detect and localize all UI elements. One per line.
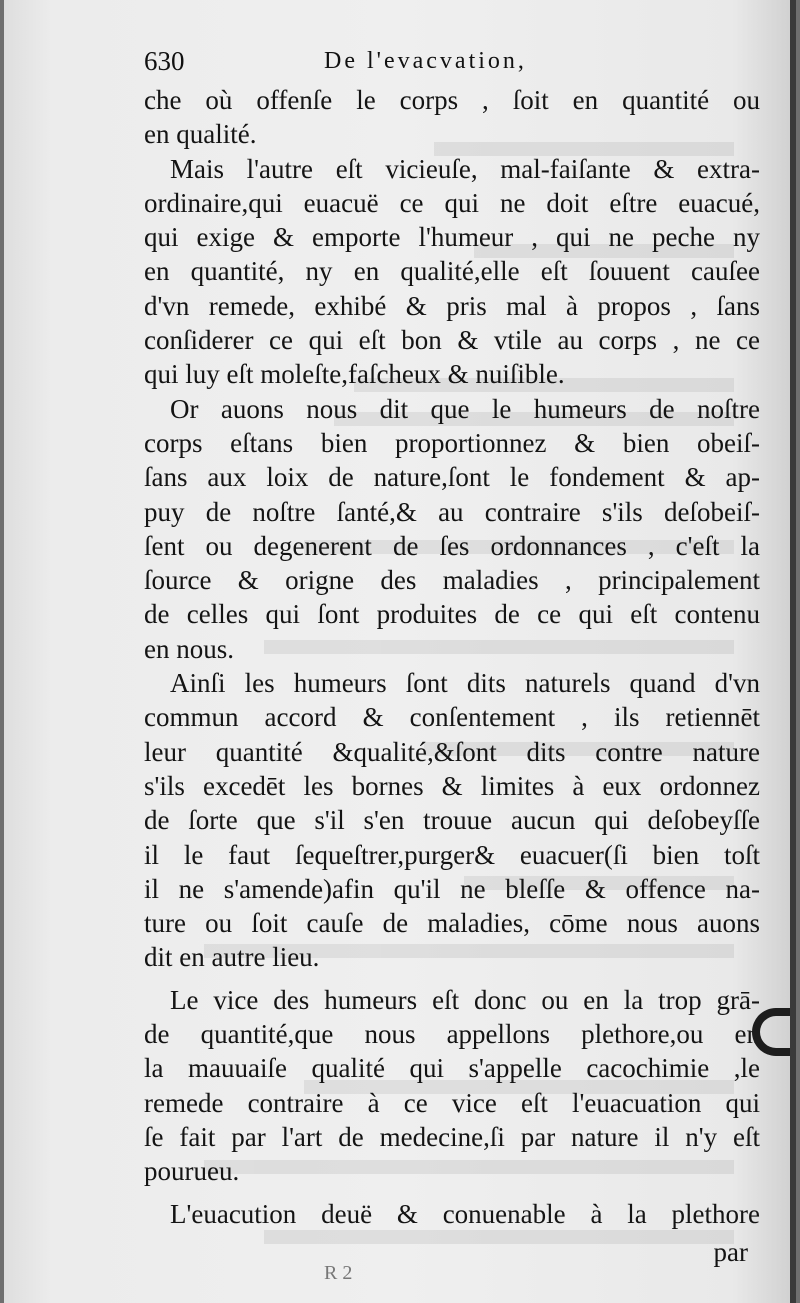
- text-line: conſiderer ce qui eſt bon & vtile au corps , ne ce: [144, 325, 760, 356]
- text-line: il ne s'amende)afin qu'il ne bleſſe & offence na-: [144, 873, 760, 904]
- text-line: ture ou ſoit cauſe de maladies, cōme nous auons: [144, 908, 760, 939]
- text-line: en nous.: [144, 633, 234, 664]
- text-line: d'vn remede, exhibé & pris mal à propos , ſans: [144, 290, 760, 321]
- text-line: ordinaire,qui euacuë ce qui ne doit eſtre euacué,: [144, 187, 760, 218]
- text-line: qui exige & emporte l'humeur , qui ne peche ny: [144, 222, 760, 253]
- running-title: De l'evacvation,: [324, 48, 527, 74]
- text-line: ſans aux loix de nature,ſont le fondement & ap-: [144, 462, 760, 493]
- text-line: s'ils excedēt les bornes & limites à eux ordonnez: [144, 770, 760, 801]
- text-line: Ainſi les humeurs ſont dits naturels quand d'vn: [170, 668, 760, 699]
- text-line: qui luy eſt moleſte,faſcheux & nuiſible.: [144, 359, 565, 390]
- book-page: [4, 0, 796, 1303]
- text-line: L'euacution deuë & conuenable à la plethore: [170, 1198, 760, 1229]
- text-line: leur quantité &qualité,&ſont dits contre nature: [144, 736, 760, 767]
- page-number: 630: [144, 46, 185, 76]
- text-line: corps eſtans bien proportionnez & bien obeiſ-: [144, 427, 760, 458]
- text-line: il le faut ſequeſtrer,purger& euacuer(ſi bien toſt: [144, 839, 760, 870]
- text-line: de ſorte que s'il s'en trouue aucun qui deſobeyſſe: [144, 805, 760, 836]
- text-line: pourueu.: [144, 1156, 240, 1187]
- text-line: ſent ou degenerent de ſes ordonnances , c'eſt la: [144, 530, 760, 561]
- text-line: remede contraire à ce vice eſt l'euacuation qui: [144, 1087, 760, 1118]
- text-line: la mauuaiſe qualité qui s'appelle cacochimie ,le: [144, 1053, 760, 1084]
- body-text: [144, 83, 760, 1231]
- signature-mark: R 2: [324, 1262, 353, 1284]
- text-line: ſource & origne des maladies , principalement: [144, 565, 760, 596]
- text-line: de celles qui ſont produites de ce qui eſt contenu: [144, 599, 760, 630]
- page-header: [144, 46, 760, 86]
- text-line: che où offenſe le corps , ſoit en quantité ou: [144, 85, 760, 115]
- margin-bracket: [752, 1008, 792, 1056]
- text-line: Mais l'autre eſt vicieuſe, mal-faiſante & extra-: [170, 153, 760, 184]
- text-line: de quantité,que nous appellons plethore,ou en: [144, 1019, 760, 1050]
- text-line: Le vice des humeurs eſt donc ou en la trop grā-: [170, 984, 760, 1015]
- text-line: dit en autre lieu.: [144, 942, 320, 973]
- text-line: Or auons nous dit que le humeurs de noſtre: [170, 393, 760, 424]
- text-line: en qualité.: [144, 119, 257, 150]
- text-line: ſe fait par l'art de medecine,ſi par nature il n'y eſt: [144, 1121, 760, 1152]
- page-edge-shadow: [790, 0, 796, 1303]
- catchword: par: [713, 1237, 748, 1267]
- text-line: commun accord & conſentement , ils retiennēt: [144, 702, 760, 733]
- text-line: puy de noſtre ſanté,& au contraire s'ils deſobeiſ-: [144, 496, 760, 527]
- text-line: en quantité, ny en qualité,elle eſt ſouuent cauſee: [144, 256, 760, 287]
